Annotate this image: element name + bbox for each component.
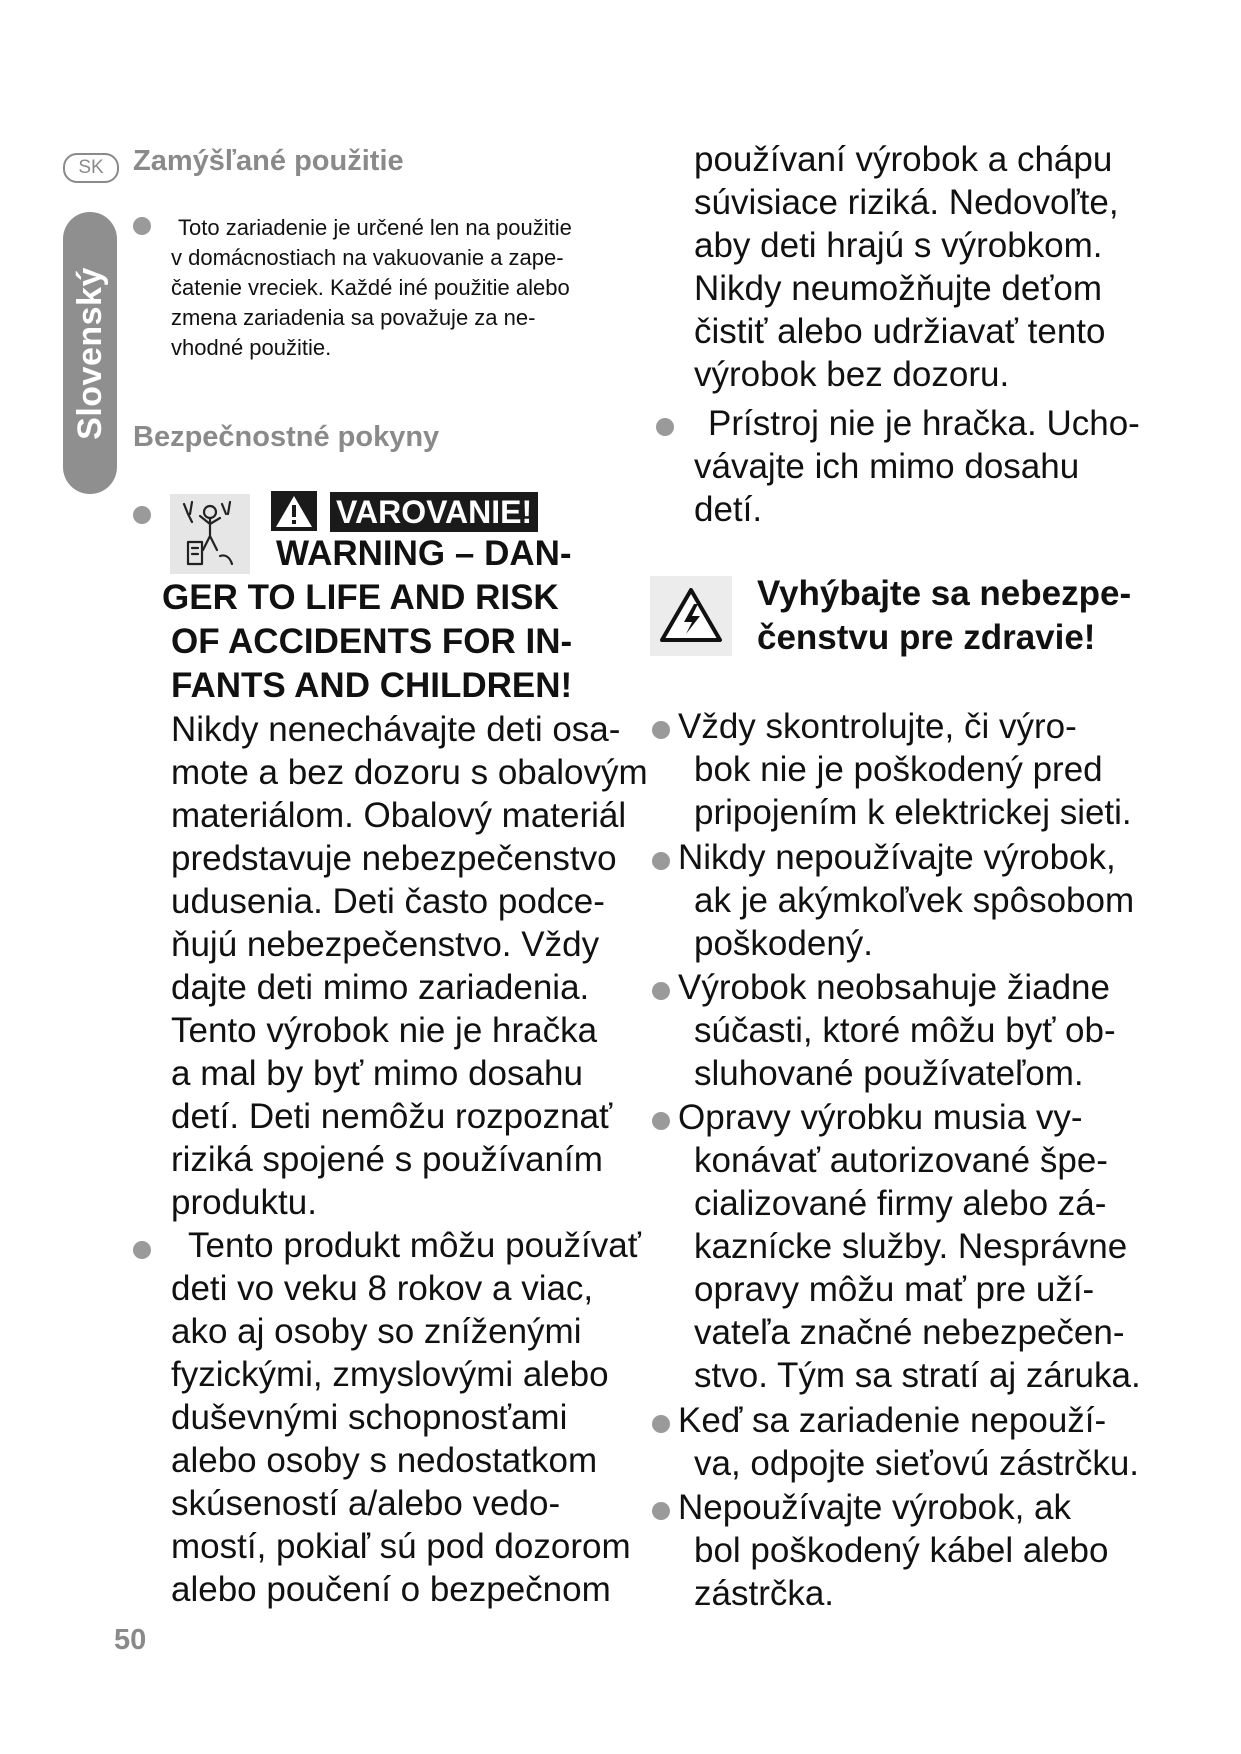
text-line: ňujú nebezpečenstvo. Vždy — [171, 925, 600, 964]
warning-heading-line: FANTS AND CHILDREN! — [171, 666, 573, 705]
list-item — [678, 1399, 1139, 1485]
text-line: produktu. — [171, 1183, 317, 1222]
side-language-tab-label-wrap — [63, 212, 117, 494]
text-line: a mal by byť mimo dosahu — [171, 1054, 583, 1093]
text-line: konávať autorizované špe- — [694, 1141, 1108, 1180]
text-line: pripojením k elektrickej sieti. — [694, 793, 1132, 832]
section-title-safety: Bezpečnostné pokyny — [133, 421, 440, 453]
text-line: predstavuje nebezpečenstvo — [171, 839, 617, 878]
text-line: Nikdy neumožňujte deťom — [694, 269, 1103, 308]
list-item — [678, 1096, 1141, 1397]
text-line: bol poškodený kábel alebo — [694, 1531, 1109, 1570]
warning-heading-line: OF ACCIDENTS FOR IN- — [171, 622, 573, 661]
text-line: Toto zariadenie je určené len na použitie — [178, 215, 572, 240]
text-line: Nikdy nepoužívajte výrobok, — [678, 838, 1116, 877]
bullet-icon — [652, 721, 670, 739]
continuation-paragraph — [694, 138, 1119, 396]
bullet-icon — [652, 982, 670, 1000]
text-line: deti vo veku 8 rokov a viac, — [171, 1269, 594, 1308]
text-line: detí. Deti nemôžu rozpoznať — [171, 1097, 613, 1136]
bullet-icon — [652, 852, 670, 870]
text-line: alebo osoby s nedostatkom — [171, 1441, 598, 1480]
text-line: riziká spojené s používaním — [171, 1140, 603, 1179]
child-hazard-icon — [170, 494, 250, 574]
children-paragraph — [171, 1224, 641, 1611]
side-language-tab-label: Slovenský — [70, 266, 109, 440]
warning-heading-line: WARNING – DAN- — [276, 534, 572, 573]
language-badge: SK — [63, 153, 119, 183]
text-line: Nikdy nenechávajte deti osa- — [171, 710, 621, 749]
text-line: stvo. Tým sa stratí aj záruka. — [694, 1356, 1141, 1395]
warning-triangle-icon — [271, 491, 317, 531]
text-line: detí. — [694, 490, 763, 529]
text-line: Tento výrobok nie je hračka — [171, 1011, 598, 1050]
text-line: fyzickými, zmyslovými alebo — [171, 1355, 609, 1394]
text-line: súčasti, ktoré môžu byť ob- — [694, 1011, 1116, 1050]
bullet-icon — [656, 418, 674, 436]
text-line: dajte deti mimo zariadenia. — [171, 968, 590, 1007]
text-line: cializované firmy alebo zá- — [694, 1184, 1107, 1223]
text-line: Opravy výrobku musia vy- — [678, 1098, 1083, 1137]
text-line: materiálom. Obalový materiál — [171, 796, 627, 835]
text-line: Nepoužívajte výrobok, ak — [678, 1488, 1071, 1527]
text-line: va, odpojte sieťovú zástrčku. — [694, 1444, 1140, 1483]
text-line: čenstvu pre zdravie! — [757, 618, 1096, 657]
text-line: zástrčka. — [694, 1574, 835, 1613]
text-line: čatenie vreciek. Každé iné použitie alebo — [171, 275, 570, 300]
section-title-intended-use: Zamýšľané použitie — [133, 145, 404, 177]
toy-paragraph — [694, 402, 1140, 531]
list-item — [678, 836, 1134, 965]
page-number: 50 — [114, 1624, 147, 1656]
text-line: Tento produkt môžu používať — [188, 1226, 641, 1265]
text-line: kaznícke služby. Nesprávne — [694, 1227, 1128, 1266]
bullet-icon — [652, 1502, 670, 1520]
list-item — [678, 1486, 1108, 1615]
bullet-icon — [133, 217, 151, 235]
warning-heading-line: GER TO LIFE AND RISK — [162, 578, 559, 617]
text-line: vávajte ich mimo dosahu — [694, 447, 1080, 486]
text-line: Vždy skontrolujte, či výro- — [678, 707, 1077, 746]
text-line: opravy môžu mať pre uží- — [694, 1270, 1095, 1309]
text-line: čistiť alebo udržiavať tento — [694, 312, 1106, 351]
text-line: bok nie je poškodený pred — [694, 750, 1103, 789]
text-line: výrobok bez dozoru. — [694, 355, 1010, 394]
list-item — [678, 966, 1116, 1095]
text-line: Vyhýbajte sa nebezpe- — [757, 574, 1132, 613]
text-line: sluhované používateľom. — [694, 1054, 1084, 1093]
intended-use-paragraph — [171, 213, 641, 363]
text-line: mostí, pokiaľ sú pod dozorom — [171, 1527, 631, 1566]
bullet-icon — [133, 1241, 151, 1259]
warning-body — [171, 708, 648, 1224]
text-line: používaní výrobok a chápu — [694, 140, 1113, 179]
bullet-icon — [652, 1112, 670, 1130]
text-line: ak je akýmkoľvek spôsobom — [694, 881, 1135, 920]
warning-label: VAROVANIE! — [330, 492, 538, 532]
list-item — [678, 705, 1132, 834]
bullet-icon — [133, 506, 151, 524]
text-line: ako aj osoby so zníženými — [171, 1312, 582, 1351]
text-line: vhodné použitie. — [171, 335, 332, 360]
health-heading — [757, 572, 1131, 660]
text-line: aby deti hrajú s výrobkom. — [694, 226, 1103, 265]
text-line: udusenia. Deti často podce- — [171, 882, 605, 921]
text-line: zmena zariadenia sa považuje za ne- — [171, 305, 536, 330]
text-line: v domácnostiach na vakuovanie a zape- — [171, 245, 564, 270]
text-line: alebo poučení o bezpečnom — [171, 1570, 611, 1609]
text-line: vateľa značné nebezpečen- — [694, 1313, 1125, 1352]
text-line: súvisiace riziká. Nedovoľte, — [694, 183, 1119, 222]
text-line: Keď sa zariadenie nepouží- — [678, 1401, 1107, 1440]
text-line: mote a bez dozoru s obalovým — [171, 753, 648, 792]
electric-hazard-icon — [650, 576, 732, 656]
text-line: poškodený. — [694, 924, 874, 963]
text-line: duševnými schopnosťami — [171, 1398, 568, 1437]
bullet-icon — [652, 1415, 670, 1433]
text-line: Výrobok neobsahuje žiadne — [678, 968, 1110, 1007]
text-line: Prístroj nie je hračka. Ucho- — [708, 404, 1140, 443]
text-line: skúseností a/alebo vedo- — [171, 1484, 561, 1523]
